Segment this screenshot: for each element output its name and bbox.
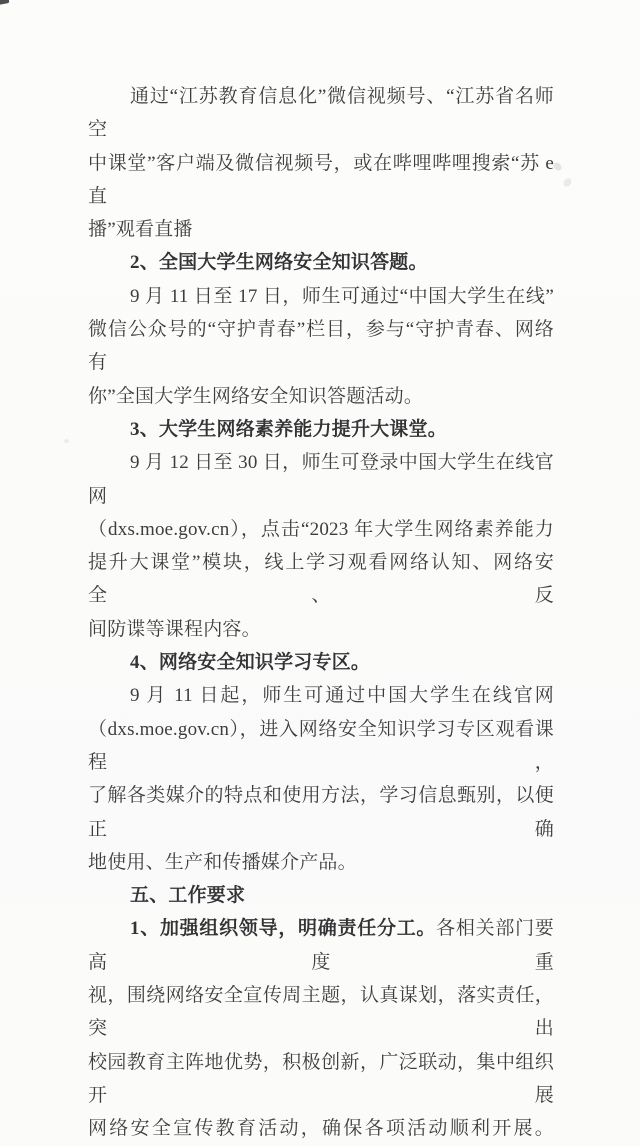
- body-line: （dxs.moe.gov.cn），点击“2023 年大学生网络素养能力: [88, 518, 554, 540]
- section-heading: 4、网络安全知识学习专区。: [130, 652, 371, 674]
- body-line: 通过“江苏教育信息化”微信视频号、“江苏省名师空: [88, 86, 554, 141]
- section-heading: 3、大学生网络素养能力提升大课堂。: [130, 418, 447, 440]
- body-line: 视，围绕网络安全宣传周主题，认真谋划，落实责任，突出: [88, 985, 554, 1040]
- scan-artifact-corner-mark: [0, 0, 9, 5]
- body-line: 提升大课堂”模块，线上学习观看网络认知、网络安全、反: [88, 552, 554, 607]
- body-line: （dxs.moe.gov.cn），进入网络安全知识学习专区观看课程，: [88, 718, 554, 773]
- body-line: 播”观看直播: [88, 219, 193, 241]
- body-line: 间防谍等课程内容。: [88, 618, 261, 640]
- section-heading: 五、工作要求: [130, 885, 246, 907]
- body-line: 9 月 11 日至 17 日，师生可通过“中国大学生在线”: [130, 285, 554, 307]
- body-line-rest: 各相关部门要高度重: [88, 918, 554, 973]
- body-line: 校园教育主阵地优势，积极创新，广泛联动，集中组织开展: [88, 1051, 554, 1106]
- body-line: 地使用、生产和传播媒介产品。: [88, 851, 357, 873]
- body-line: 9 月 11 日起，师生可通过中国大学生在线官网: [130, 685, 554, 707]
- body-line: 9 月 12 日至 30 日，师生可登录中国大学生在线官网: [88, 452, 554, 507]
- body-line: 网络安全宣传教育活动，确保各项活动顺利开展。: [88, 1118, 554, 1140]
- body-line: 你”全国大学生网络安全知识答题活动。: [88, 385, 424, 407]
- body-line: [88, 912, 554, 979]
- body-line: 微信公众号的“守护青春”栏目，参与“守护青春、网络有: [88, 319, 554, 374]
- document-body: [88, 80, 554, 1146]
- body-line: 了解各类媒介的特点和使用方法，学习信息甄别，以便正确: [88, 785, 554, 840]
- scan-smudge: [64, 439, 69, 443]
- body-line: 中课堂”客户端及微信视频号，或在哔哩哔哩搜索“苏 e 直: [88, 152, 554, 207]
- section-heading: 2、全国大学生网络安全知识答题。: [130, 252, 428, 274]
- scan-smudge: [562, 177, 573, 188]
- bold-lead-in: 1、加强组织领导，明确责任分工。: [130, 918, 437, 940]
